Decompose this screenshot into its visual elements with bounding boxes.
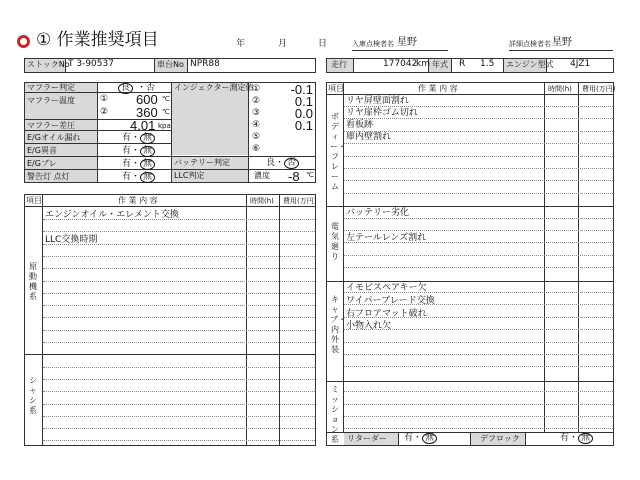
left-item-2[interactable]: LLC交換時期	[45, 235, 98, 245]
muffler-pressure-label: マフラー差圧	[27, 121, 75, 130]
ruled-line	[344, 366, 613, 367]
ruled-line	[344, 428, 613, 429]
vibration-label: E/Gブレ	[27, 159, 57, 168]
right-section-body: ボディー・フレーム	[330, 112, 346, 191]
right-section-mission: ミッション系	[331, 385, 339, 444]
right-col-item: 項目	[328, 84, 344, 93]
injector-label: インジェクター測定値	[174, 83, 254, 92]
mileage-value[interactable]: 177042	[383, 59, 418, 69]
ruled-line	[344, 342, 613, 343]
ruled-line	[43, 428, 315, 429]
year-model-label: 年式	[432, 60, 448, 69]
engine-model-label: エンジン型式	[506, 60, 554, 69]
injector-value-1[interactable]: -0.1	[290, 82, 313, 97]
warning-light-choice[interactable]: 有・ 無	[122, 172, 155, 183]
right-item-cab-3[interactable]: 右フロアマット破れ	[346, 309, 427, 319]
difflock-choice[interactable]: 有・ 無	[560, 433, 593, 444]
right-section-electric: 電気廻り	[331, 222, 339, 261]
ruled-line	[43, 342, 315, 343]
left-col-cost: 費用(万円)	[283, 197, 317, 205]
right-col-cost: 費用(万円)	[582, 85, 616, 93]
right-item-electric-1[interactable]: バッテリー劣化	[346, 208, 410, 218]
retarder-label: リターダー	[347, 434, 387, 443]
model-label: 車台No	[157, 60, 184, 69]
ruled-line	[43, 268, 315, 269]
oil-leak-label: E/Gオイル漏れ	[27, 133, 81, 142]
entry-inspector-name[interactable]: 星野	[397, 37, 417, 48]
ruled-line	[43, 440, 315, 441]
warning-light-label: 警告灯 点灯	[27, 172, 70, 181]
ruled-line	[344, 255, 613, 256]
temp1-no: ①	[100, 94, 109, 104]
right-item-cab-1[interactable]: イモビスペアキー欠	[346, 283, 427, 293]
injector-value-3[interactable]: 0.0	[294, 106, 313, 121]
ruled-line	[344, 118, 613, 119]
month-label: 月	[278, 39, 288, 49]
ruled-line	[344, 143, 613, 144]
llc-label: LLC判定	[174, 171, 205, 180]
muffler-temp-label: マフラー温度	[27, 96, 75, 105]
injector-no-1: ①	[252, 84, 261, 94]
ruled-line	[43, 317, 315, 318]
right-item-body-3[interactable]: 看板跡	[346, 120, 374, 130]
ruled-line	[43, 416, 315, 417]
temp1-unit: ℃	[162, 95, 170, 103]
ruled-line	[43, 256, 315, 257]
left-item-1[interactable]: エンジンオイル・エレメント交換	[45, 210, 179, 220]
injector-no-2: ②	[252, 96, 261, 106]
noise-choice[interactable]: 有・ 無	[122, 146, 155, 157]
ruled-line	[344, 218, 613, 219]
stock-label: ストックNo	[27, 60, 70, 69]
ruled-line	[43, 231, 315, 232]
right-item-electric-2[interactable]: 左テールレンズ割れ	[346, 233, 427, 243]
right-item-body-1[interactable]: リヤ屏壁面割れ	[346, 96, 409, 106]
left-section-chassis: シャシ系	[29, 376, 37, 415]
muffler-judgement-label: マフラー判定	[27, 83, 75, 92]
left-col-work: 作 業 内 容	[118, 196, 158, 205]
temp2-value[interactable]: 360	[136, 105, 158, 120]
left-col-time: 時間(h)	[250, 197, 274, 205]
day-label: 日	[318, 39, 328, 49]
ruled-line	[344, 267, 613, 268]
right-item-body-2[interactable]: リヤ扉枠ゴム切れ	[346, 108, 418, 118]
ruled-line	[43, 404, 315, 405]
ruled-line	[43, 330, 315, 331]
ruled-line	[43, 305, 315, 306]
temp2-no: ②	[100, 107, 109, 117]
ruled-line	[43, 367, 315, 368]
ruled-line	[344, 156, 613, 157]
oil-leak-choice[interactable]: 有・ 無	[122, 133, 155, 144]
ruled-line	[344, 416, 613, 417]
llc-value[interactable]: -8	[288, 169, 300, 184]
vibration-choice[interactable]: 有・ 無	[122, 159, 155, 170]
ruled-line	[43, 379, 315, 380]
model-value[interactable]: NPR88	[190, 59, 220, 69]
header-logo-icon	[17, 35, 30, 48]
difflock-label: デフロック	[480, 434, 520, 443]
left-col-item: 項目	[26, 196, 42, 205]
noise-label: E/G異音	[27, 146, 57, 155]
ruled-line	[344, 180, 613, 181]
ruled-line	[344, 404, 613, 405]
right-col-time: 時間(h)	[548, 85, 572, 93]
year-label: 年	[236, 39, 246, 49]
injector-value-2[interactable]: 0.1	[294, 94, 313, 109]
injector-value-4[interactable]: 0.1	[294, 118, 313, 133]
mileage-label: 走行	[331, 60, 347, 69]
mileage-unit: km	[416, 59, 430, 69]
injector-no-5: ⑤	[252, 132, 261, 142]
ruled-line	[344, 106, 613, 107]
left-section-engine: 原動機系	[29, 262, 37, 301]
llc-conc-label: 濃度	[254, 171, 270, 180]
ruled-line	[344, 354, 613, 355]
injector-no-3: ③	[252, 108, 261, 118]
pressure-unit: kpa	[158, 122, 171, 130]
right-item-cab-2[interactable]: ワイパーブレード交換	[346, 296, 435, 306]
ruled-line	[344, 230, 613, 231]
pressure-value[interactable]: 4.01	[130, 118, 156, 133]
temp2-unit: ℃	[162, 108, 170, 116]
detail-inspector-label: 詳細点検者名	[509, 40, 551, 48]
ruled-line	[344, 168, 613, 169]
right-item-body-4[interactable]: 庫内壁割れ	[346, 132, 392, 142]
ruled-line	[43, 281, 315, 282]
detail-inspector-name[interactable]: 星野	[552, 37, 572, 48]
ruled-line	[43, 391, 315, 392]
right-item-cab-4[interactable]: 小物入れ欠	[346, 321, 392, 331]
ruled-line	[43, 293, 315, 294]
entry-inspector-label: 入庫点検者名	[352, 40, 394, 48]
retarder-choice[interactable]: 有・ 無	[404, 433, 437, 444]
muffler-judgement-sep[interactable]: ・否	[137, 83, 156, 93]
injector-no-6: ⑥	[252, 144, 261, 154]
battery-label: バッテリー判定	[174, 158, 230, 167]
right-section-cab: キャブ・内外装	[330, 295, 346, 354]
year-era[interactable]: R	[459, 59, 466, 69]
right-col-work: 作 業 内 容	[418, 84, 458, 93]
engine-model-value[interactable]: 4JZ1	[570, 59, 591, 69]
battery-choice[interactable]: 良・ 否	[266, 158, 299, 169]
muffler-judgement-good[interactable]: 良	[118, 83, 133, 94]
page-title: ① 作業推奨項目	[36, 30, 159, 50]
injector-no-4: ④	[252, 120, 261, 130]
temp1-value[interactable]: 600	[136, 92, 158, 107]
ruled-line	[344, 193, 613, 194]
llc-unit: ℃	[306, 171, 314, 179]
ruled-line	[344, 391, 613, 392]
stock-value[interactable]: T 3-90537	[68, 59, 114, 69]
year-value[interactable]: 1.5	[480, 59, 495, 69]
